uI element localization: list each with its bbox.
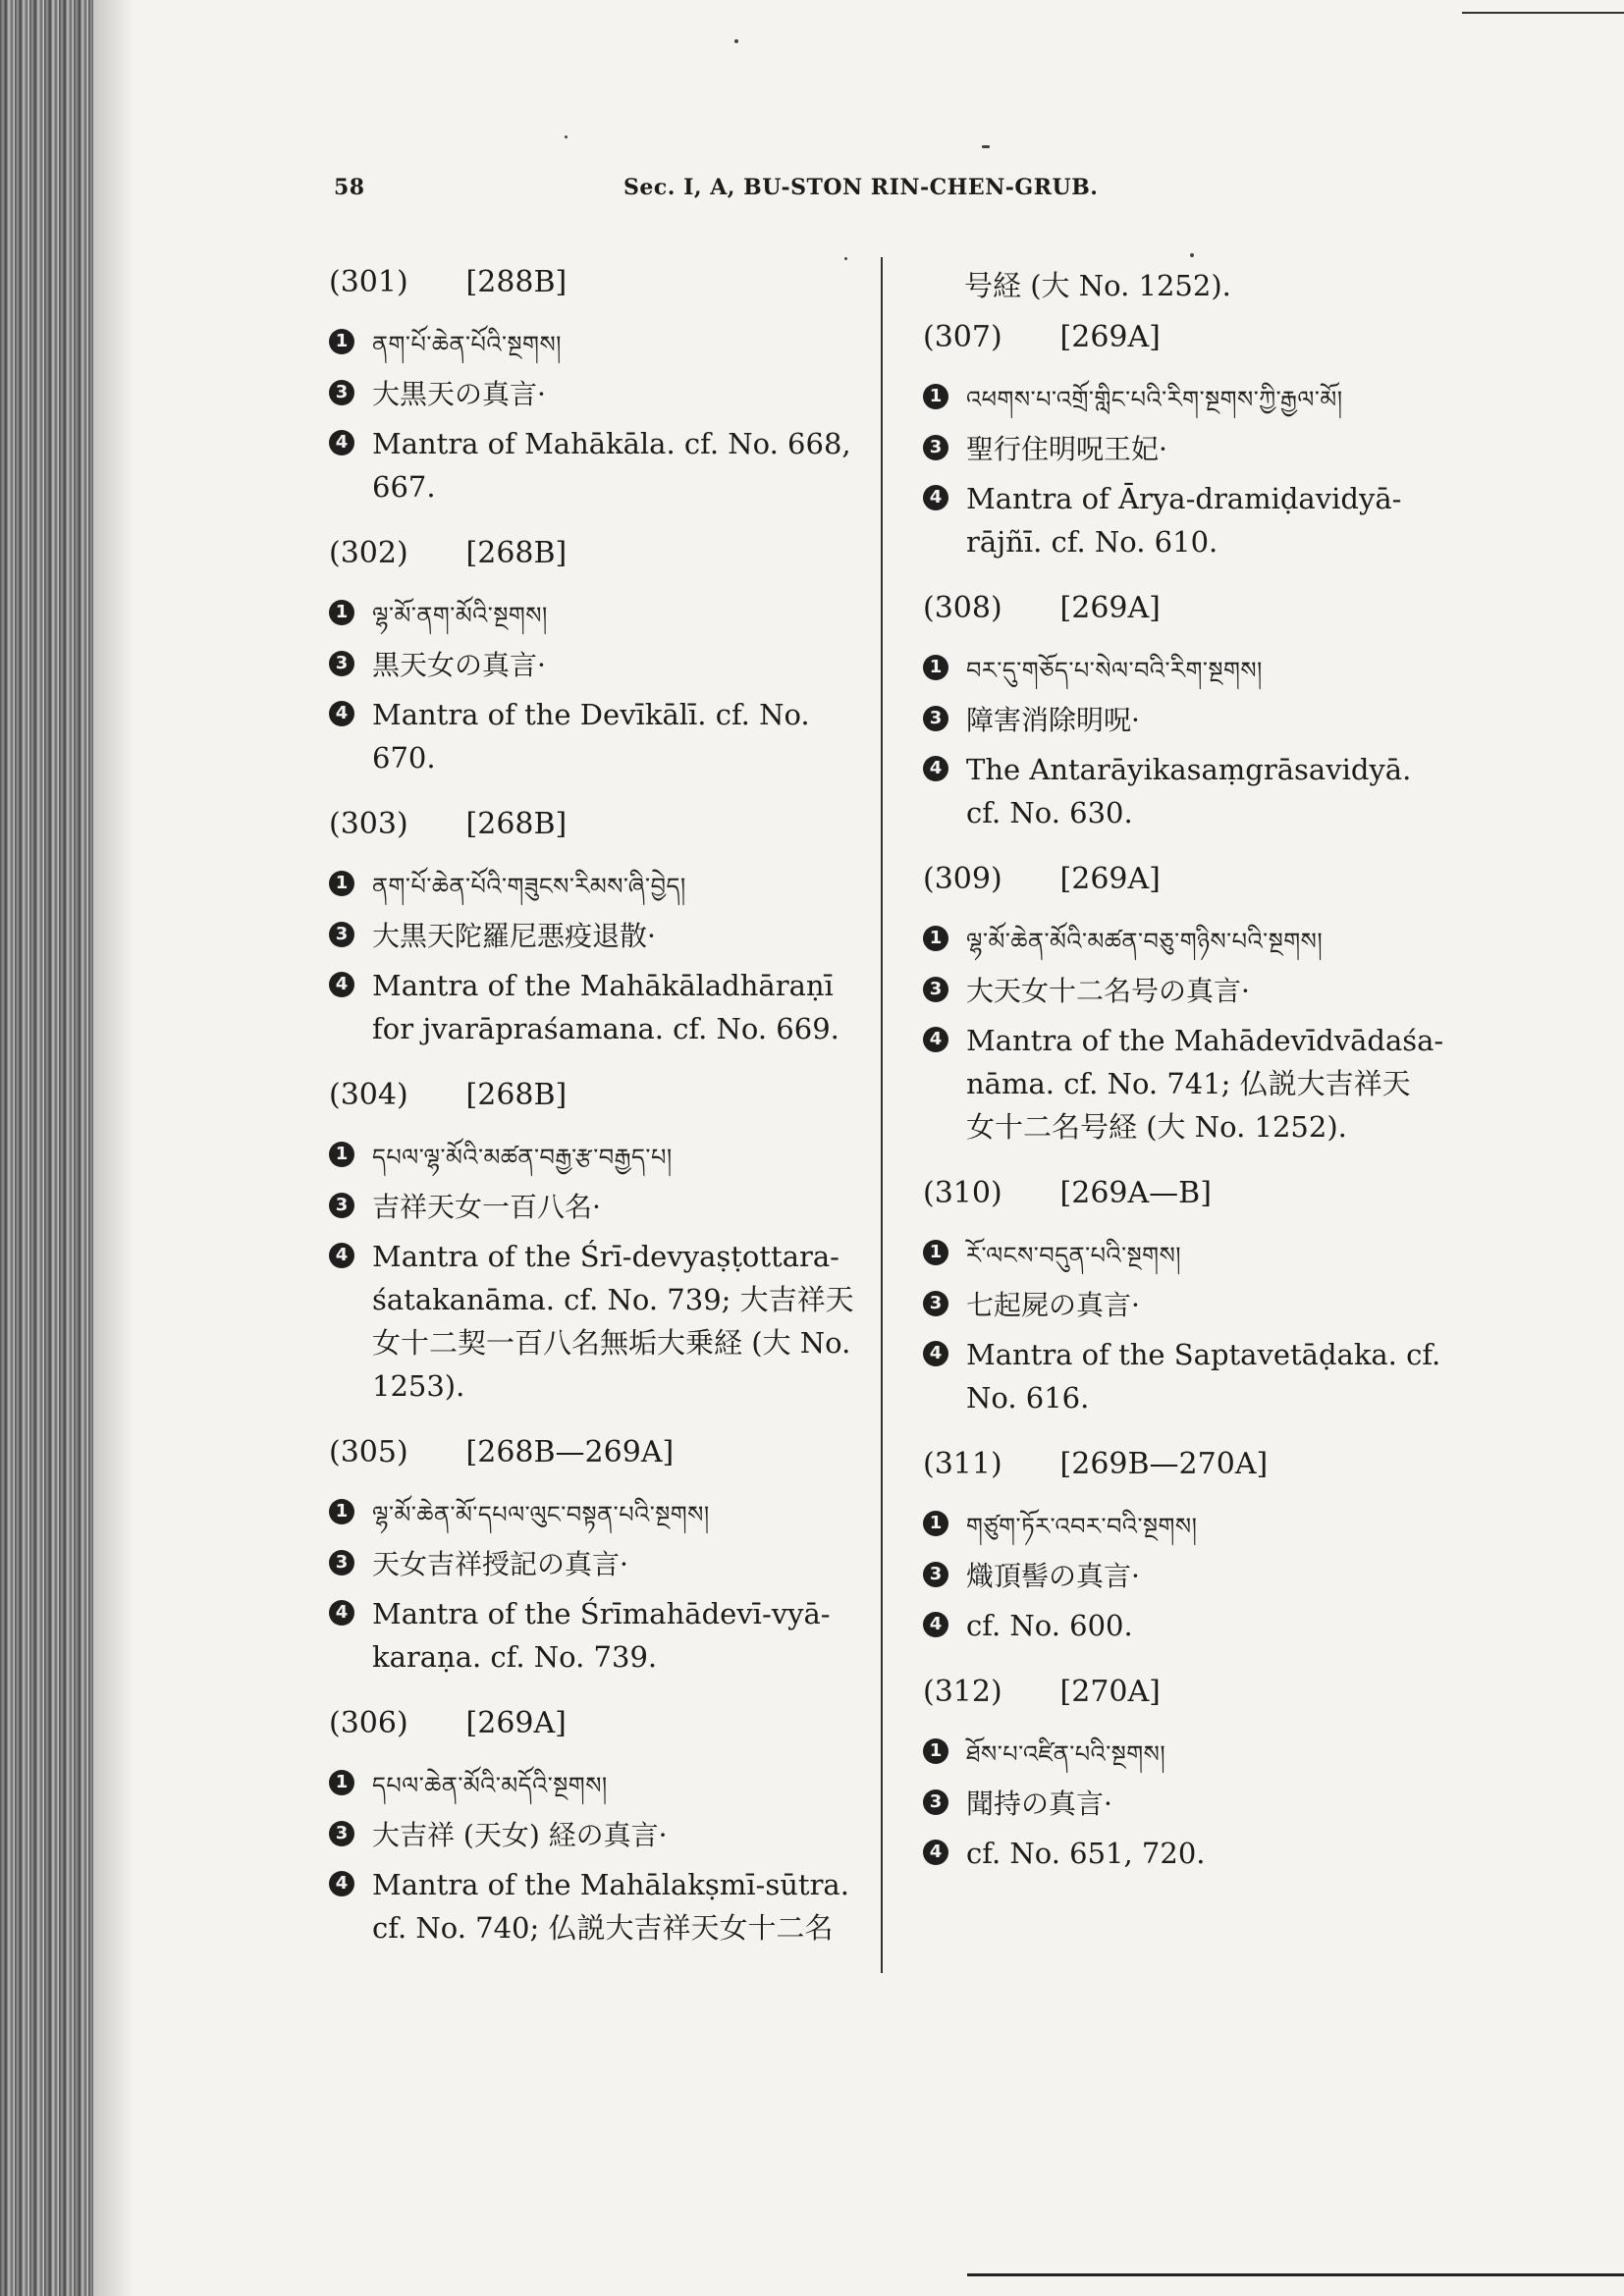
japanese-title: 黒天女の真言· [372, 649, 546, 681]
entry-number: (302) [329, 536, 408, 570]
tibetan-title-line [329, 1762, 869, 1807]
english-title-text: cf. No. 651, 720. [966, 1837, 1206, 1870]
right-entries [923, 320, 1473, 1875]
tibetan-title: ཐོས་པ་འཛིན་པའི་སྔགས། [966, 1740, 1166, 1768]
japanese-title: 大天女十二名号の真言· [966, 975, 1250, 1007]
english-title-line [329, 1235, 869, 1408]
english-title [372, 1863, 869, 1949]
english-title-line [329, 422, 869, 508]
circled-numeral-3-icon: 3 [923, 1789, 948, 1815]
entry-number: (310) [923, 1176, 1002, 1210]
tibetan-title: ནག་པོ་ཆེན་པོའི་སྔགས། [372, 331, 562, 358]
entry-number: (312) [923, 1675, 1002, 1709]
tibetan-title: འཕགས་པ་འགྲོ་གླིང་པའི་རིག་སྔགས་ཀྱི་རྒྱལ་མོ། [966, 386, 1343, 413]
stray-mark [734, 39, 738, 43]
english-title-text: 女十二名号経 (大 No. 1252). [966, 1110, 1347, 1144]
folio-reference: [269A—B] [1059, 1176, 1212, 1210]
folio-reference: [269A] [1059, 862, 1161, 896]
entry-heading [329, 1706, 869, 1740]
japanese-title-line [923, 1283, 1473, 1327]
spine-shadow-fade [93, 0, 133, 2296]
english-title-text: 667. [372, 470, 436, 504]
catalog-entry [329, 1706, 869, 1949]
circled-numeral-3-icon: 3 [329, 380, 354, 405]
folio-reference: [270A] [1059, 1675, 1161, 1709]
folio-reference: [269B—270A] [1059, 1447, 1269, 1481]
tibetan-title: ལྷ་མོ་ནག་མོའི་སྔགས། [372, 602, 548, 629]
japanese-title-line [329, 1542, 869, 1586]
english-title-text: Mantra of Mahākāla. cf. No. 668, [372, 427, 851, 460]
entry-heading [329, 807, 869, 841]
entry-heading [329, 1078, 869, 1112]
circled-numeral-4-icon: 4 [329, 430, 354, 455]
bottom-rule [967, 2273, 1624, 2276]
entry-heading [923, 1675, 1473, 1709]
folio-reference: [288B] [465, 265, 568, 299]
tibetan-title-line [923, 918, 1473, 963]
circled-numeral-1-icon: 1 [329, 1142, 354, 1167]
catalog-entry [923, 862, 1473, 1148]
english-title-text: Mantra of the Mahālakṣmī-sūtra. [372, 1868, 849, 1901]
folio-reference: [268B] [465, 807, 568, 841]
english-title-text: Mantra of the Devīkālī. cf. No. [372, 698, 810, 731]
circled-numeral-3-icon: 3 [923, 706, 948, 731]
japanese-title: 天女吉祥授記の真言· [372, 1548, 628, 1580]
english-title [372, 1592, 869, 1679]
english-title-text: nāma. cf. No. 741; 仏説大吉祥天 [966, 1067, 1411, 1100]
english-title [372, 422, 869, 508]
english-title-text: Mantra of the Śrī-devyaṣṭottara- [372, 1240, 839, 1273]
circled-numeral-1-icon: 1 [329, 871, 354, 896]
circled-numeral-4-icon: 4 [329, 701, 354, 726]
english-title-line [923, 477, 1473, 563]
entry-number: (303) [329, 807, 408, 841]
entry-heading [923, 320, 1473, 354]
circled-numeral-1-icon: 1 [329, 329, 354, 354]
tibetan-title-line [923, 376, 1473, 421]
circled-numeral-4-icon: 4 [923, 485, 948, 510]
entry-heading [923, 1447, 1473, 1481]
circled-numeral-3-icon: 3 [329, 651, 354, 676]
english-title-text: Mantra of the Śrīmahādevī-vyā- [372, 1597, 831, 1630]
folio-reference: [269A] [1059, 320, 1161, 354]
japanese-title: 大黒天の真言· [372, 378, 546, 410]
english-title-text: Mantra of the Saptavetāḍaka. cf. [966, 1338, 1441, 1371]
book-spine-shadow [0, 0, 93, 2296]
tibetan-title-line [329, 592, 869, 637]
english-title [966, 477, 1473, 563]
catalog-entry [923, 320, 1473, 563]
english-title-text: Mantra of the Mahādevīdvādaśa- [966, 1024, 1444, 1057]
japanese-title-line [329, 1813, 869, 1857]
circled-numeral-3-icon: 3 [923, 1291, 948, 1316]
catalog-entry [923, 591, 1473, 834]
circled-numeral-3-icon: 3 [923, 435, 948, 460]
english-title-line [923, 748, 1473, 834]
top-right-rule [1462, 12, 1624, 14]
english-title-text: No. 616. [966, 1381, 1090, 1415]
catalog-entry [329, 536, 869, 779]
circled-numeral-4-icon: 4 [923, 1341, 948, 1366]
english-title-line [329, 1863, 869, 1949]
tibetan-title-line [329, 1134, 869, 1179]
circled-numeral-1-icon: 1 [923, 1511, 948, 1536]
circled-numeral-1-icon: 1 [923, 1738, 948, 1764]
catalog-entry [329, 1078, 869, 1408]
english-title-text: 670. [372, 741, 436, 774]
english-title-line [329, 1592, 869, 1679]
folio-reference: [269A] [465, 1706, 567, 1740]
circled-numeral-4-icon: 4 [923, 1027, 948, 1052]
circled-numeral-3-icon: 3 [329, 1550, 354, 1575]
english-title-text: 1253). [372, 1369, 465, 1403]
english-title-line [923, 1333, 1473, 1419]
tibetan-title: དཔལ་ཆེན་མོའི་མདོའི་སྔགས། [372, 1772, 608, 1799]
tibetan-title-line [923, 1503, 1473, 1548]
english-title-text: cf. No. 600. [966, 1609, 1133, 1642]
japanese-title-line [923, 1782, 1473, 1826]
tibetan-title-line [329, 863, 869, 908]
continued-text: 号経 (大 No. 1252). [964, 269, 1231, 302]
entry-heading [923, 1176, 1473, 1210]
japanese-title-line [329, 372, 869, 416]
entry-number: (308) [923, 591, 1002, 625]
circled-numeral-4-icon: 4 [923, 1612, 948, 1637]
circled-numeral-3-icon: 3 [329, 922, 354, 947]
folio-reference: [268B—269A] [465, 1435, 675, 1469]
japanese-title-line [329, 914, 869, 958]
tibetan-title: བར་དུ་གཅོད་པ་སེལ་བའི་རིག་སྔགས། [966, 657, 1263, 684]
entry-number: (307) [923, 320, 1002, 354]
folio-reference: [269A] [1059, 591, 1161, 625]
english-title-line [329, 964, 869, 1050]
japanese-title-line [923, 969, 1473, 1013]
tibetan-title: ལྷ་མོ་ཆེན་མོའི་མཚན་བཅུ་གཉིས་པའི་སྔགས། [966, 928, 1324, 955]
japanese-title-line [923, 698, 1473, 742]
tibetan-title: རོ་ལངས་བདུན་པའི་སྔགས། [966, 1242, 1182, 1269]
entry-number: (306) [329, 1706, 408, 1740]
japanese-title-line [923, 427, 1473, 471]
circled-numeral-4-icon: 4 [329, 1243, 354, 1268]
japanese-title: 大黒天陀羅尼悪疫退散· [372, 920, 656, 952]
english-title-text: The Antarāyikasaṃgrāsavidyā. [966, 753, 1412, 786]
tibetan-title-line [329, 321, 869, 366]
right-column [923, 265, 1473, 1902]
japanese-title: 聞持の真言· [966, 1788, 1112, 1820]
tibetan-title: དཔལ་ལྷ་མོའི་མཚན་བརྒྱ་རྩ་བརྒྱད་པ། [372, 1144, 673, 1171]
circled-numeral-1-icon: 1 [923, 384, 948, 409]
left-column [329, 265, 869, 1977]
entry-heading [923, 862, 1473, 896]
folio-reference: [268B] [465, 536, 568, 570]
catalog-entry [329, 1435, 869, 1679]
japanese-title-line [329, 643, 869, 687]
catalog-entry [923, 1675, 1473, 1875]
stray-mark [1190, 253, 1194, 257]
circled-numeral-3-icon: 3 [923, 977, 948, 1002]
english-title-text: for jvarāpraśamana. cf. No. 669. [372, 1012, 839, 1045]
english-title-text: cf. No. 740; 仏説大吉祥天女十二名 [372, 1911, 834, 1945]
circled-numeral-1-icon: 1 [923, 655, 948, 680]
stray-mark [982, 145, 990, 148]
english-title-line [329, 693, 869, 779]
circled-numeral-4-icon: 4 [329, 1600, 354, 1626]
japanese-title: 熾頂髻の真言· [966, 1560, 1140, 1592]
circled-numeral-4-icon: 4 [329, 972, 354, 997]
circled-numeral-3-icon: 3 [329, 1193, 354, 1218]
circled-numeral-1-icon: 1 [923, 926, 948, 951]
tibetan-title-line [923, 1731, 1473, 1776]
japanese-title: 吉祥天女一百八名· [372, 1191, 601, 1223]
circled-numeral-4-icon: 4 [923, 1840, 948, 1865]
japanese-title: 七起屍の真言· [966, 1289, 1140, 1321]
circled-numeral-1-icon: 1 [329, 600, 354, 625]
tibetan-title-line [923, 1232, 1473, 1277]
tibetan-title-line [923, 647, 1473, 692]
english-title [966, 1019, 1473, 1148]
entry-number: (305) [329, 1435, 408, 1469]
english-title [372, 964, 869, 1050]
english-title [966, 748, 1473, 834]
running-title: Sec. I, A, BU-STON RIN-CHEN-GRUB. [623, 175, 1099, 200]
circled-numeral-4-icon: 4 [923, 756, 948, 781]
folio-reference: [268B] [465, 1078, 568, 1112]
english-title-text: cf. No. 630. [966, 796, 1133, 829]
stray-mark [844, 257, 847, 260]
tibetan-title: གཙུག་ཏོར་འབར་བའི་སྔགས། [966, 1513, 1198, 1540]
english-title [372, 1235, 869, 1408]
entry-heading [329, 536, 869, 570]
circled-numeral-1-icon: 1 [923, 1240, 948, 1265]
page-header [334, 175, 1218, 214]
english-title-text: 女十二契一百八名無垢大乗経 (大 No. [372, 1326, 851, 1360]
catalog-entry [329, 265, 869, 508]
english-title [966, 1604, 1473, 1647]
japanese-title-line [923, 1554, 1473, 1598]
english-title [966, 1832, 1473, 1875]
catalog-entry [923, 1176, 1473, 1419]
english-title [372, 693, 869, 779]
circled-numeral-1-icon: 1 [329, 1770, 354, 1795]
circled-numeral-1-icon: 1 [329, 1499, 354, 1524]
english-title-text: rājñī. cf. No. 610. [966, 525, 1218, 559]
tibetan-title: ལྷ་མོ་ཆེན་མོ་དཔལ་ལུང་བསྟན་པའི་སྔགས། [372, 1501, 710, 1528]
entry-number: (309) [923, 862, 1002, 896]
entry-number: (301) [329, 265, 408, 299]
japanese-title: 障害消除明呪· [966, 704, 1140, 736]
english-title-text: Mantra of the Mahākāladhāraṇī [372, 969, 834, 1002]
english-title-line [923, 1019, 1473, 1148]
page-number: 58 [334, 175, 365, 200]
catalog-entry [329, 807, 869, 1050]
english-title-line [923, 1604, 1473, 1647]
tibetan-title-line [329, 1491, 869, 1536]
english-title-text: Mantra of Ārya-dramiḍavidyā- [966, 482, 1402, 515]
catalog-entry [923, 1447, 1473, 1647]
japanese-title-line [329, 1185, 869, 1229]
english-title-text: karaṇa. cf. No. 739. [372, 1640, 658, 1674]
entry-heading [923, 591, 1473, 625]
entry-number: (304) [329, 1078, 408, 1112]
japanese-title: 聖行住明呪王妃· [966, 433, 1167, 465]
english-title-line [923, 1832, 1473, 1875]
circled-numeral-3-icon: 3 [329, 1821, 354, 1846]
japanese-title: 大吉祥 (天女) 経の真言· [372, 1819, 668, 1851]
entry-number: (311) [923, 1447, 1002, 1481]
english-title [966, 1333, 1473, 1419]
circled-numeral-3-icon: 3 [923, 1562, 948, 1587]
english-title-text: śatakanāma. cf. No. 739; 大吉祥天 [372, 1283, 854, 1316]
entry-heading [329, 265, 869, 299]
entry-heading [329, 1435, 869, 1469]
stray-mark [565, 135, 568, 138]
circled-numeral-4-icon: 4 [329, 1871, 354, 1896]
tibetan-title: ནག་པོ་ཆེན་པོའི་གཟུངས་རིམས་ཞི་བྱེད། [372, 873, 686, 900]
column-divider [881, 257, 883, 1973]
